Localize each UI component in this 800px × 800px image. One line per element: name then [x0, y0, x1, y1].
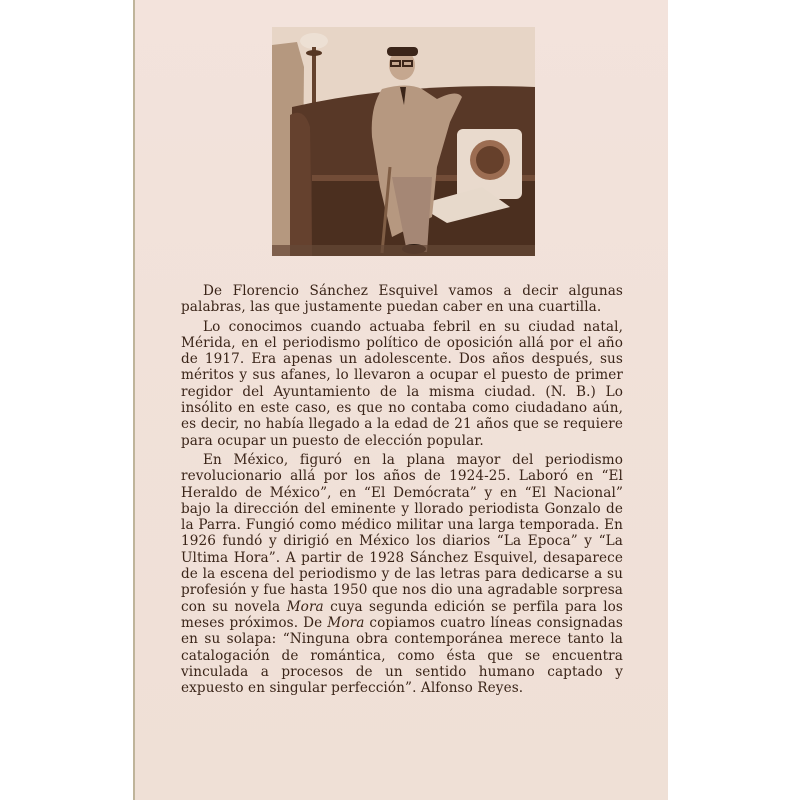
paragraph-text: En México, figuró en la plana mayor del periodismo revolucionario allá por los años de 1924-25. Laboró en “El Heraldo de México”, en “El Demócrata” y en “El Nacional” bajo la dirección del eminente y llorado periodista Gonzalo de la Parra. Fungió como médico militar una larga temporada. En 1926 fundó y dirigió en México los diarios “La Epoca” y “La Ultima Hora”. A partir de 1928 Sánchez Esquivel, desaparece de la escena del periodismo y de las letras para dedicarse a su profesión y fue hasta 1950 que nos dio una agradable sorpresa con su novela — [181, 451, 623, 615]
book-back-cover — [133, 0, 668, 800]
paragraph-mexico — [181, 452, 623, 696]
paragraph-text: Lo conocimos cuando actuaba febril en su ciudad natal, Mérida, en el periodismo político de oposición allá por el año de 1917. Era apenas un adolescente. Dos años después, sus méritos y sus afanes, lo llevaron a ocupar el puesto de primer regidor del Ayuntamiento de la misma ciudad. (N. B.) Lo insólito en este caso, es que no contaba como ciudadano aún, es decir, no había llegado a la edad de 21 años que se requiere para ocupar un puesto de elección popular. — [181, 318, 623, 449]
novel-title: Mora — [286, 598, 324, 615]
paragraph-text: De Florencio Sánchez Esquivel vamos a decir algunas palabras, las que justamente puedan caber en una cuartilla. — [181, 283, 623, 316]
paragraph-text: copiamos cuatro líneas consignadas en su solapa: “Ninguna obra contemporánea merece tanto la catalogación de romántica, como ésta que se encuentra vinculada a procesos de un sentido humano captado y expuesto en singular perfección”. Alfonso Reyes. — [181, 614, 623, 697]
photo-illustration — [272, 27, 535, 256]
paragraph-text: cuya segunda edición se perfila para los meses próximos. De — [181, 598, 624, 631]
author-photograph — [272, 27, 535, 256]
paragraph-intro — [181, 283, 623, 316]
novel-title: Mora — [327, 614, 365, 631]
biography-text — [181, 283, 623, 699]
paragraph-merida — [181, 319, 623, 449]
